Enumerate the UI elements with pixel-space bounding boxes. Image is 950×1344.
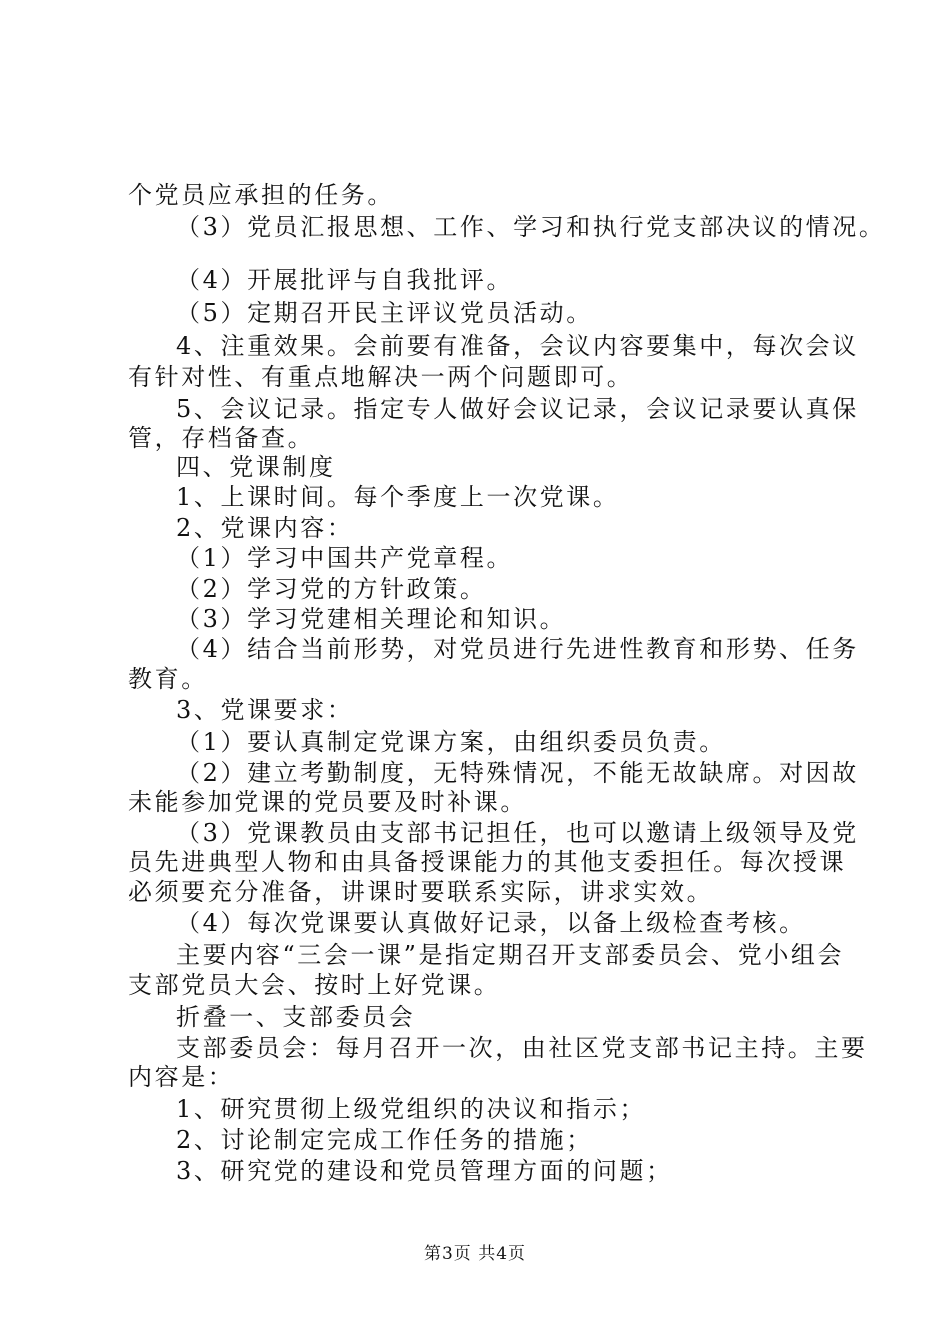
text-line: 主要内容“三会一课”是指定期召开支部委员会、党小组会 [176, 941, 845, 969]
text-line: 1、上课时间。每个季度上一次党课。 [176, 483, 620, 511]
text-line: 5、会议记录。指定专人做好会议记录，会议记录要认真保 [176, 395, 859, 423]
text-line: 3、研究党的建设和党员管理方面的问题； [176, 1157, 673, 1185]
text-line: （1）学习中国共产党章程。 [176, 544, 514, 572]
section-heading: 折叠一、支部委员会 [176, 1003, 416, 1031]
text-line: 个党员应承担的任务。 [128, 181, 394, 209]
text-line: （2）建立考勤制度，无特殊情况，不能无故缺席。对因故 [176, 759, 859, 787]
text-line: 管，存档备查。 [128, 424, 315, 452]
text-line: （3）党课教员由支部书记担任，也可以邀请上级领导及党 [176, 819, 859, 847]
section-heading: 四、党课制度 [176, 453, 336, 481]
text-line: 4、注重效果。会前要有准备，会议内容要集中，每次会议 [176, 332, 859, 360]
text-line: 2、党课内容： [176, 514, 354, 542]
page-number: 第3页 共4页 [423, 1244, 527, 1264]
text-line: （4）每次党课要认真做好记录，以备上级检查考核。 [176, 909, 806, 937]
text-line: （5）定期召开民主评议党员活动。 [176, 299, 593, 327]
text-line: （1）要认真制定党课方案，由组织委员负责。 [176, 728, 726, 756]
text-line: 2、讨论制定完成工作任务的措施； [176, 1126, 593, 1154]
text-line: 未能参加党课的党员要及时补课。 [128, 788, 527, 816]
text-line: 3、党课要求： [176, 696, 354, 724]
text-line: 支部党员大会、按时上好党课。 [128, 971, 501, 999]
text-line: 员先进典型人物和由具备授课能力的其他支委担任。每次授课 [128, 848, 847, 876]
text-line: （2）学习党的方针政策。 [176, 575, 487, 603]
text-line: 支部委员会：每月召开一次，由社区党支部书记主持。主要 [176, 1034, 868, 1062]
text-line: （4）结合当前形势，对党员进行先进性教育和形势、任务 [176, 635, 859, 663]
text-line: （4）开展批评与自我批评。 [176, 266, 514, 294]
text-line: （3）党员汇报思想、工作、学习和执行党支部决议的情况。 [176, 213, 886, 241]
text-line: （3）学习党建相关理论和知识。 [176, 605, 567, 633]
text-line: 有针对性、有重点地解决一两个问题即可。 [128, 363, 634, 391]
text-line: 1、研究贯彻上级党组织的决议和指示； [176, 1095, 647, 1123]
text-line: 内容是： [128, 1063, 235, 1091]
text-line: 必须要充分准备，讲课时要联系实际，讲求实效。 [128, 878, 714, 906]
text-line: 教育。 [128, 665, 208, 693]
